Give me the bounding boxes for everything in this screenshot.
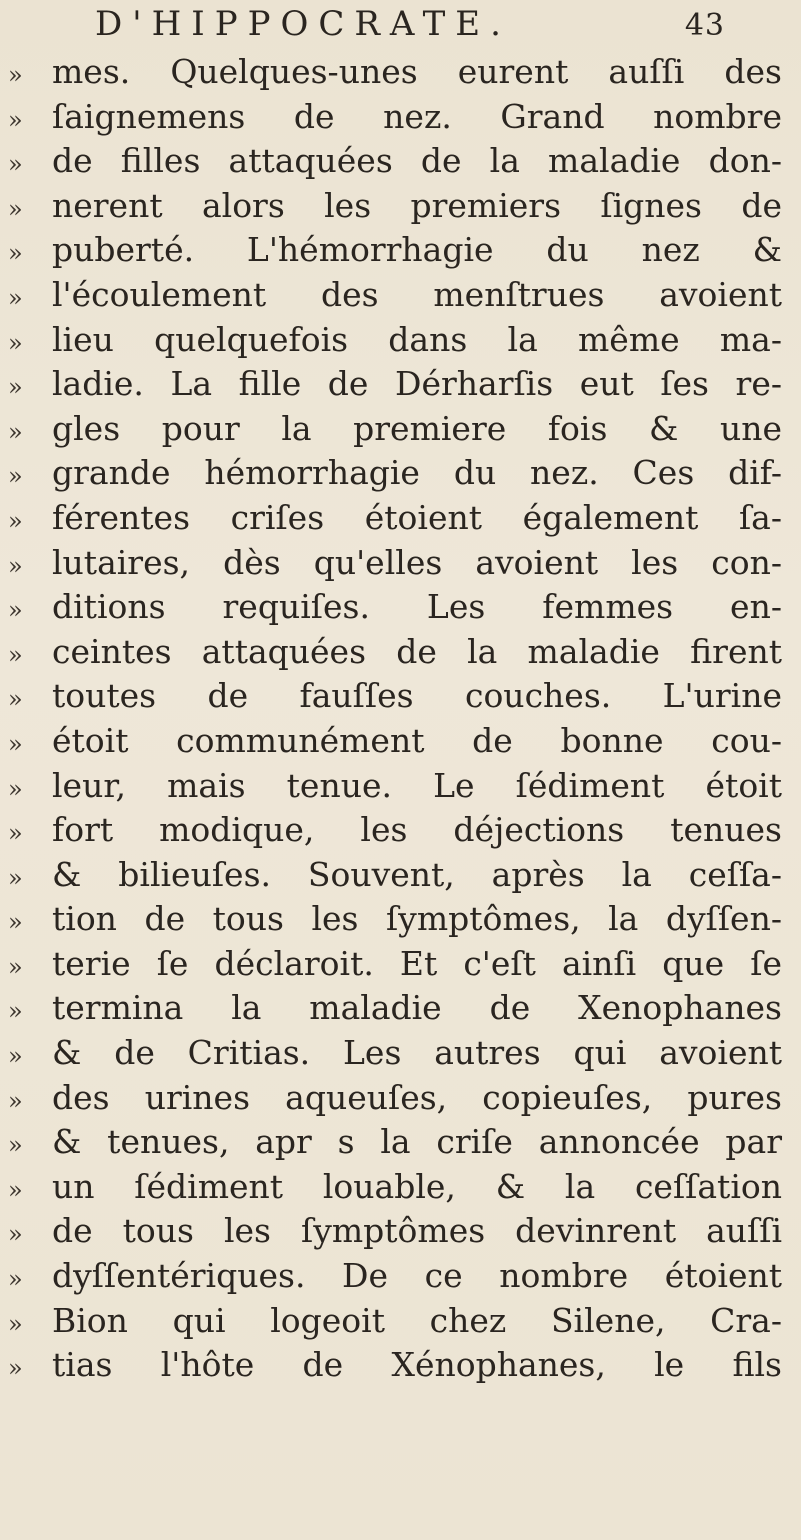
quote-mark: » (8, 1131, 23, 1160)
line-text: de tous les ſymptômes devinrent auſſi (52, 1211, 782, 1251)
quote-mark: » (8, 685, 23, 714)
line-text: & bilieuſes. Souvent, après la ceſſa- (52, 854, 782, 894)
text-line (8, 52, 788, 97)
text-line (8, 1167, 788, 1212)
line-text: dyſſentériques. De ce nombre étoient (52, 1256, 782, 1296)
quote-mark: » (8, 819, 23, 848)
quote-mark: » (8, 551, 23, 580)
line-text: tias l'hôte de Xénophanes, le fils (52, 1345, 782, 1385)
line-text: toutes de fauſſes couches. L'urine (52, 676, 782, 716)
quote-mark: » (8, 61, 23, 89)
quote-mark: » (8, 1175, 23, 1204)
line-text: & tenues, apr s la criſe annoncée par (52, 1122, 782, 1162)
text-line (8, 1301, 788, 1346)
line-text: un ſédiment louable, & la ceſſation (52, 1166, 782, 1206)
line-text: Bion qui logeoit chez Silene, Cra- (52, 1300, 782, 1340)
line-text: fort modique, les déjections tenues (52, 810, 782, 850)
quote-mark: » (8, 1086, 23, 1115)
text-line (8, 899, 788, 944)
line-text: de filles attaquées de la maladie don- (52, 141, 782, 181)
quote-mark: » (8, 506, 23, 535)
quote-mark: » (8, 640, 23, 669)
running-head (95, 4, 725, 48)
quote-mark: » (8, 194, 23, 223)
line-text: tion de tous les ſymptômes, la dyſſen- (52, 899, 782, 939)
quote-mark: » (8, 328, 23, 357)
quote-mark: » (8, 908, 23, 937)
text-line (8, 364, 788, 409)
line-text: ladie. La fille de Dérharſis eut ſes re- (52, 364, 782, 404)
quote-mark: » (8, 417, 23, 446)
quote-mark: » (8, 1309, 23, 1338)
quote-mark: » (8, 283, 23, 312)
line-text: gles pour la premiere fois & une (52, 408, 782, 448)
running-head-title: D'HIPPOCRATE. (95, 4, 511, 44)
quote-mark: » (8, 1042, 23, 1071)
line-text: étoit communément de bonne cou- (52, 720, 782, 760)
text-line (8, 1122, 788, 1167)
text-line (8, 721, 788, 766)
text-line (8, 498, 788, 543)
line-text: ditions requiſes. Les femmes en- (52, 587, 782, 627)
text-line (8, 1345, 788, 1390)
line-text: grande hémorrhagie du nez. Ces dif- (52, 453, 782, 493)
quote-mark: » (8, 239, 23, 268)
quote-mark: » (8, 729, 23, 758)
line-text: férentes criſes étoient également ſa- (52, 497, 782, 537)
text-line (8, 320, 788, 365)
text-line (8, 810, 788, 855)
text-line (8, 230, 788, 275)
quote-mark: » (8, 997, 23, 1026)
text-line (8, 1033, 788, 1078)
text-line (8, 275, 788, 320)
text-line (8, 1211, 788, 1256)
quote-mark: » (8, 1265, 23, 1294)
quote-mark: » (8, 462, 23, 491)
text-line (8, 587, 788, 632)
line-text: mes. Quelques-unes eurent auſſi des (52, 52, 782, 91)
line-text: lutaires, dès qu'elles avoient les con- (52, 542, 782, 582)
text-line (8, 1256, 788, 1301)
line-text: lieu quelquefois dans la même ma- (52, 319, 782, 359)
quote-mark: » (8, 1354, 23, 1383)
line-text: termina la maladie de Xenophanes (52, 988, 782, 1028)
text-line (8, 1078, 788, 1123)
text-line (8, 453, 788, 498)
quote-mark: » (8, 774, 23, 803)
line-text: des urines aqueuſes, copieuſes, pures (52, 1077, 782, 1117)
text-line (8, 632, 788, 677)
quote-mark: » (8, 150, 23, 179)
quote-mark: » (8, 863, 23, 892)
line-text: ſaignemens de nez. Grand nombre (52, 96, 782, 136)
line-text: puberté. L'hémorrhagie du nez & (52, 230, 782, 270)
page-number: 43 (684, 8, 725, 43)
quote-mark: » (8, 105, 23, 134)
text-line (8, 409, 788, 454)
quote-mark: » (8, 373, 23, 402)
line-text: terie ſe déclaroit. Et c'eſt ainſi que ſe (52, 943, 782, 983)
text-line (8, 676, 788, 721)
line-text: ceintes attaquées de la maladie firent (52, 631, 782, 671)
text-line (8, 988, 788, 1033)
text-line (8, 944, 788, 989)
line-text: & de Critias. Les autres qui avoient (52, 1033, 782, 1073)
quote-mark: » (8, 1220, 23, 1249)
line-text: nerent alors les premiers ſignes de (52, 185, 782, 225)
text-line (8, 766, 788, 811)
quote-mark: » (8, 952, 23, 981)
text-line (8, 97, 788, 142)
line-text: l'écoulement des menſtrues avoient (52, 274, 782, 314)
text-line (8, 855, 788, 900)
text-line (8, 543, 788, 588)
text-line (8, 186, 788, 231)
text-line (8, 141, 788, 186)
quote-mark: » (8, 596, 23, 625)
line-text: leur, mais tenue. Le ſédiment étoit (52, 765, 782, 805)
body-text (8, 52, 788, 1390)
